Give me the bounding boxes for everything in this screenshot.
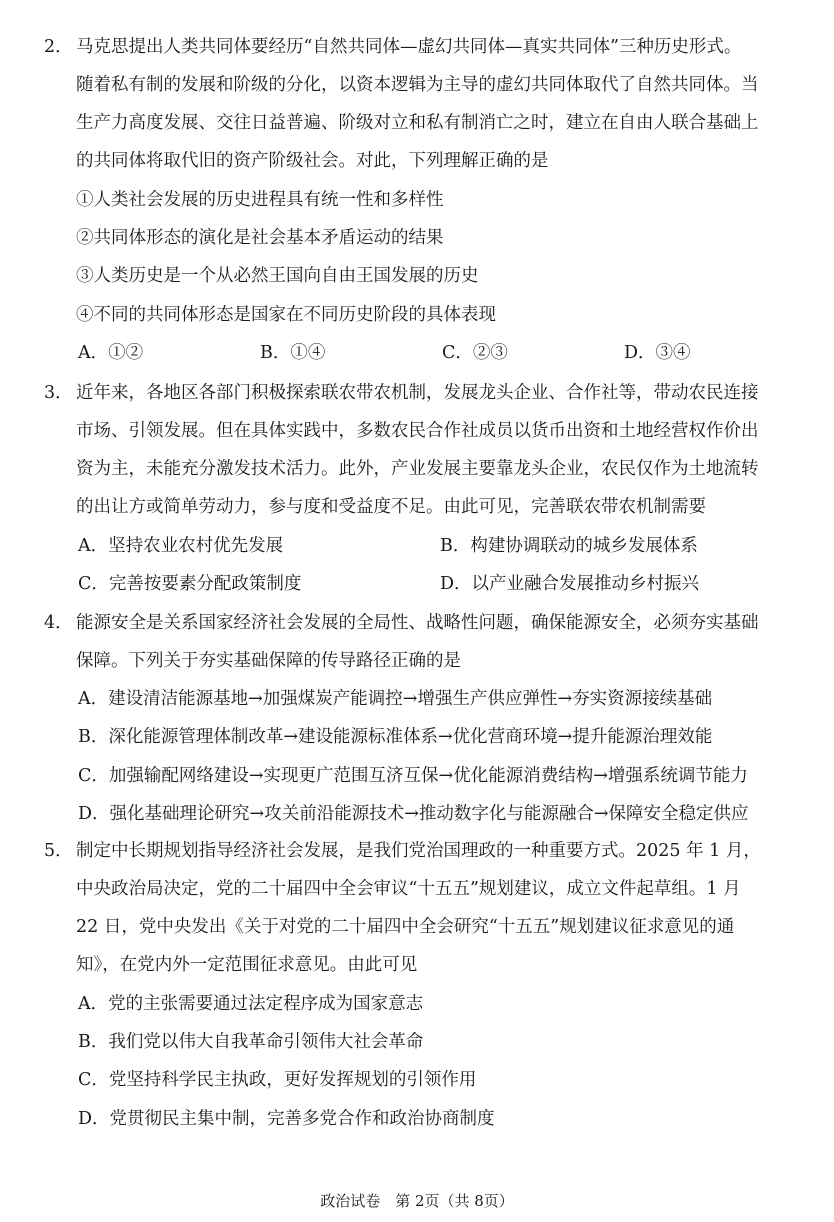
option-a: A．党的主张需要通过法定程序成为国家意志 — [78, 994, 424, 1014]
question-stem-line: 市场、引领发展。但在具体实践中，多数农民合作社成员以货币出资和土地经营权作价出 — [76, 421, 759, 441]
question-number: 5． — [44, 841, 73, 861]
option-d: D．党贯彻民主集中制，完善多党合作和政治协商制度 — [78, 1109, 495, 1129]
question-number: 3． — [44, 383, 73, 403]
statement-item: ③人类历史是一个从必然王国向自由王国发展的历史 — [76, 266, 479, 286]
option-b: B．我们党以伟大自我革命引领伟大社会革命 — [78, 1032, 424, 1052]
question-stem-line: 中央政治局决定，党的二十届四中全会审议“十五五”规划建议，成立文件起草组。1 月 — [76, 879, 741, 899]
option-a: A．①② — [78, 343, 144, 363]
question-stem-line: 近年来，各地区各部门积极探索联农带农机制，发展龙头企业、合作社等，带动农民连接 — [76, 383, 759, 403]
option-c: C．党坚持科学民主执政，更好发挥规划的引领作用 — [78, 1070, 477, 1090]
option-d: D．③④ — [624, 343, 691, 363]
option-b: B．构建协调联动的城乡发展体系 — [440, 536, 698, 556]
option-c: C．完善按要素分配政策制度 — [78, 574, 302, 594]
question-stem-line: 能源安全是关系国家经济社会发展的全局性、战略性问题，确保能源安全，必须夯实基础 — [76, 613, 759, 633]
option-a: A．坚持农业农村优先发展 — [78, 536, 284, 556]
question-stem-line: 生产力高度发展、交往日益普遍、阶级对立和私有制消亡之时，建立在自由人联合基础上 — [76, 113, 759, 133]
question-stem-line: 的出让方或简单劳动力，参与度和受益度不足。由此可见，完善联农带农机制需要 — [76, 497, 706, 517]
question-stem-line: 保障。下列关于夯实基础保障的传导路径正确的是 — [76, 651, 461, 671]
page-footer: 政治试卷 第 2页（共 8页） — [320, 1192, 514, 1210]
option-c: C．加强输配网络建设→实现更广范围互济互保→优化能源消费结构→增强系统调节能力 — [78, 766, 748, 786]
question-stem-line: 制定中长期规划指导经济社会发展，是我们党治国理政的一种重要方式。2025 年 1 月， — [76, 841, 761, 861]
option-c: C．②③ — [442, 343, 508, 363]
question-stem-line: 资为主，未能充分激发技术活力。此外，产业发展主要靠龙头企业，农民仅作为土地流转 — [76, 459, 759, 479]
option-d: D．强化基础理论研究→攻关前沿能源技术→推动数字化与能源融合→保障安全稳定供应 — [78, 804, 749, 824]
question-stem-line: 的共同体将取代旧的资产阶级社会。对此，下列理解正确的是 — [76, 151, 549, 171]
question-stem-line: 马克思提出人类共同体要经历“自然共同体—虚幻共同体—真实共同体”三种历史形式。 — [76, 37, 742, 57]
question-stem-line: 22 日，党中央发出《关于对党的二十届四中全会研究“十五五”规划建议征求意见的通 — [76, 917, 735, 937]
statement-item: ④不同的共同体形态是国家在不同历史阶段的具体表现 — [76, 305, 496, 325]
question-number: 4． — [44, 613, 73, 633]
statement-item: ①人类社会发展的历史进程具有统一性和多样性 — [76, 190, 444, 210]
question-number: 2． — [44, 37, 73, 57]
option-b: B．①④ — [260, 343, 326, 363]
option-a: A．建设清洁能源基地→加强煤炭产能调控→增强生产供应弹性→夯实资源接续基础 — [78, 689, 713, 709]
question-stem-line: 知》，在党内外一定范围征求意见。由此可见 — [76, 955, 418, 975]
question-stem-line: 随着私有制的发展和阶级的分化，以资本逻辑为主导的虚幻共同体取代了自然共同体。当 — [76, 75, 759, 95]
option-b: B．深化能源管理体制改革→建设能源标准体系→优化营商环境→提升能源治理效能 — [78, 727, 713, 747]
statement-item: ②共同体形态的演化是社会基本矛盾运动的结果 — [76, 228, 444, 248]
option-d: D．以产业融合发展推动乡村振兴 — [440, 574, 700, 594]
